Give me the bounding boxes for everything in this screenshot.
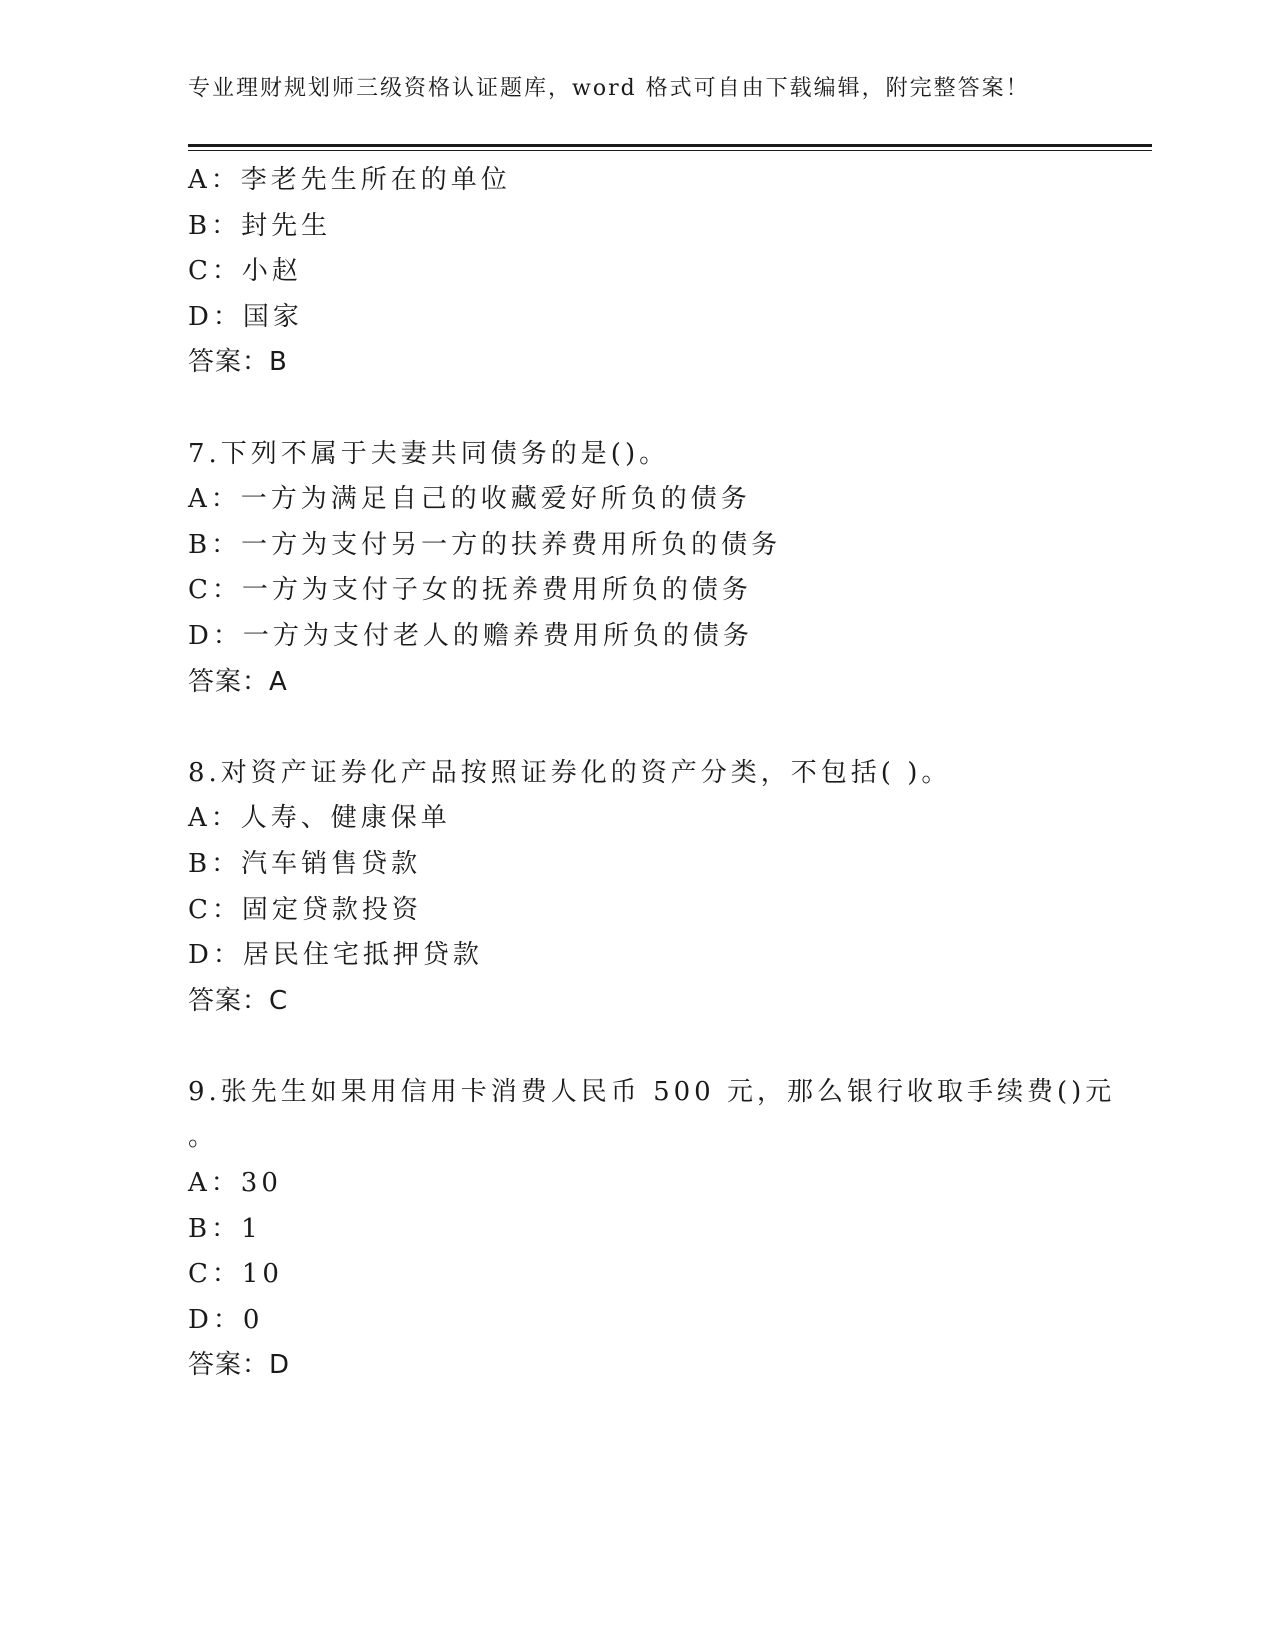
option-b: B：1 [188, 1213, 262, 1244]
question-text: 8.对资产证券化产品按照证券化的资产分类，不包括( )。 [188, 757, 952, 788]
option-a: A：人寿、健康保单 [188, 803, 451, 834]
question-9-block [188, 1070, 1148, 1389]
answer-line: 答案：D [188, 1350, 291, 1381]
answer-line: 答案：A [188, 666, 288, 697]
option-b: B：汽车销售贷款 [188, 848, 422, 879]
question-6-block [188, 158, 1148, 386]
option-d: D：居民住宅抵押贷款 [188, 940, 483, 971]
option-d: D：国家 [188, 301, 303, 332]
question-text: 9.张先生如果用信用卡消费人民币 500 元，那么银行收取手续费()元 [188, 1076, 1116, 1107]
spacer [188, 386, 1148, 432]
option-c: C：小赵 [188, 256, 302, 287]
question-list [188, 158, 1148, 1389]
option-b: B：封先生 [188, 210, 332, 241]
page-header: 专业理财规划师三级资格认证题库，word 格式可自由下载编辑，附完整答案！ [188, 76, 1030, 101]
question-7-block [188, 432, 1148, 706]
spacer [188, 1024, 1148, 1070]
option-b: B：一方为支付另一方的扶养费用所负的债务 [188, 529, 782, 560]
option-a: A：30 [188, 1168, 282, 1199]
option-a: A：一方为满足自己的收藏爱好所负的债务 [188, 484, 751, 515]
answer-line: 答案：C [188, 985, 289, 1016]
header-rule-thin [188, 150, 1152, 151]
question-text: 7.下列不属于夫妻共同债务的是()。 [188, 438, 670, 469]
option-d: D：一方为支付老人的赡养费用所负的债务 [188, 620, 753, 651]
header-rule-thick [188, 144, 1152, 147]
option-a: A：李老先生所在的单位 [188, 165, 511, 195]
option-c: C：一方为支付子女的抚养费用所负的债务 [188, 575, 752, 606]
answer-line: 答案：B [188, 347, 288, 378]
option-c: C：固定贷款投资 [188, 894, 422, 925]
question-text-continuation: 。 [188, 1122, 219, 1153]
spacer [188, 705, 1148, 751]
question-8-block [188, 751, 1148, 1025]
option-c: C：10 [188, 1259, 283, 1290]
option-d: D：0 [188, 1304, 264, 1335]
